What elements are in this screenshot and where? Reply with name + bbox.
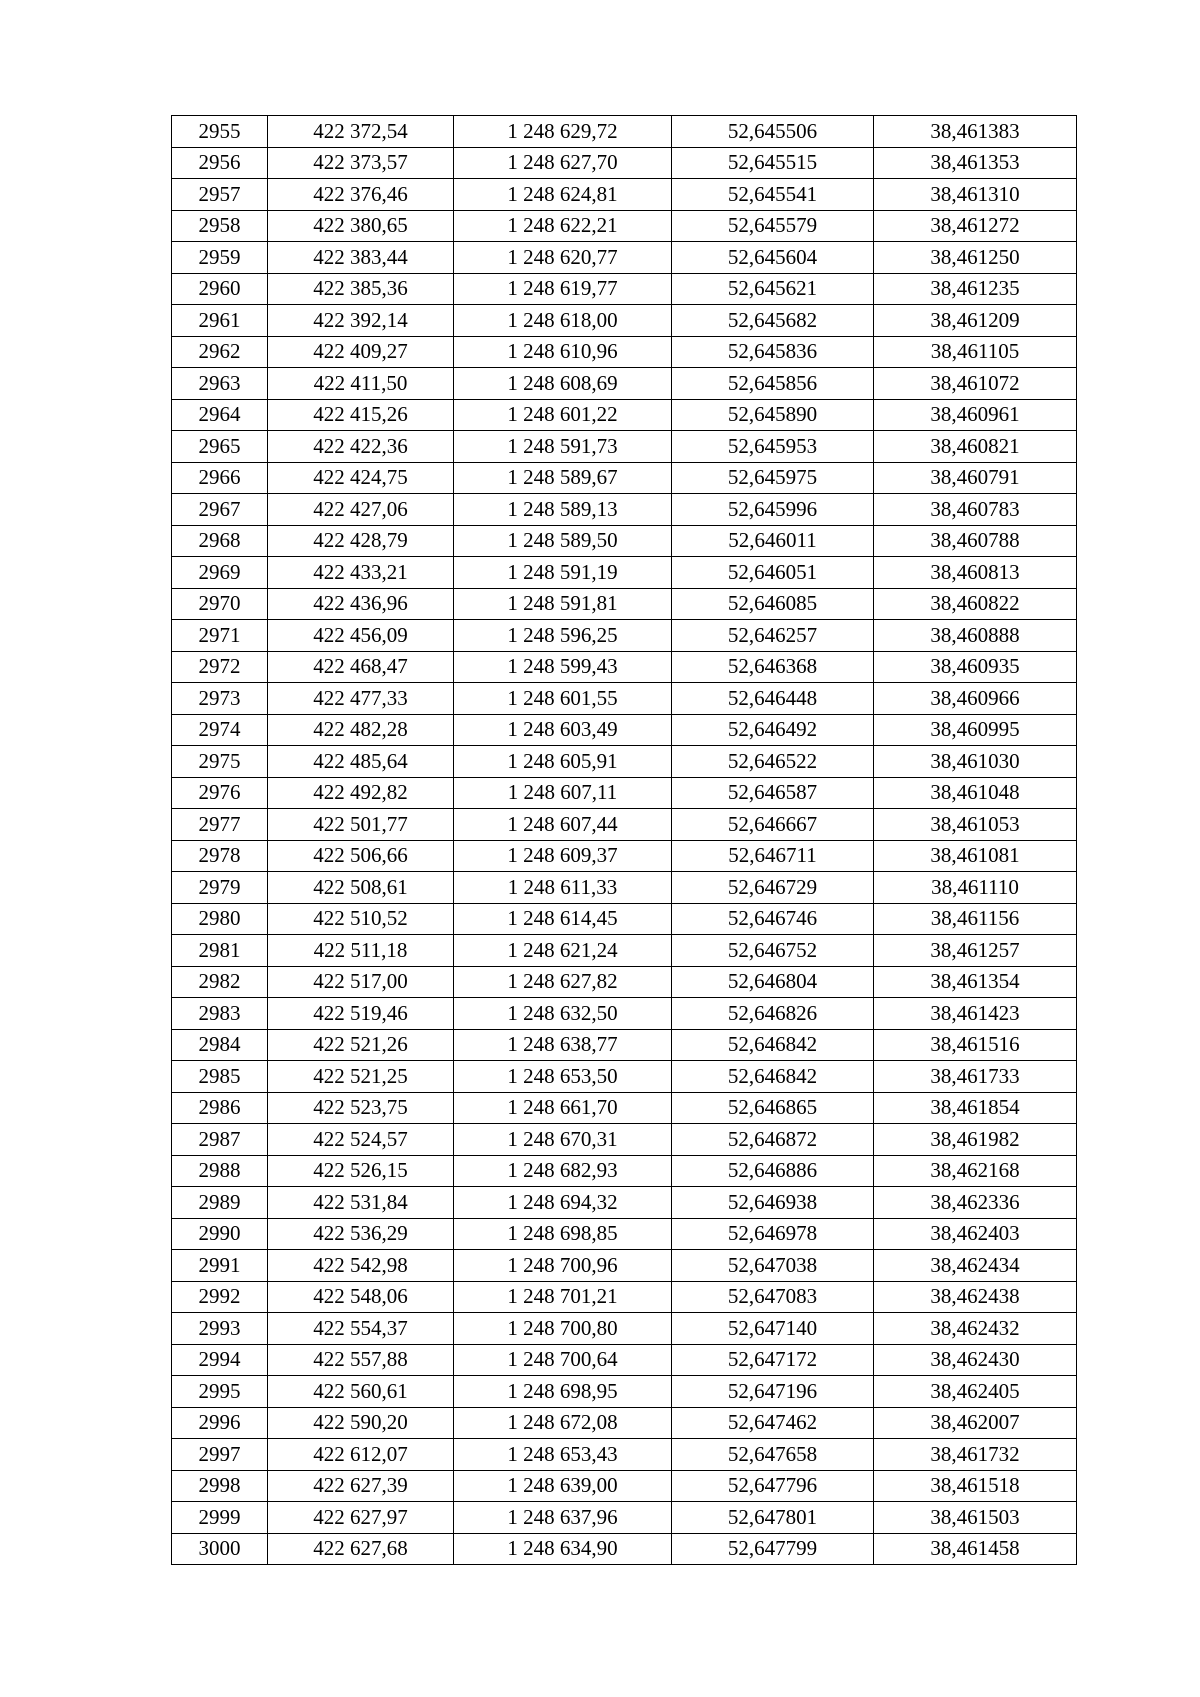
point-number-cell: 2987 <box>172 1124 268 1156</box>
point-number-cell: 2977 <box>172 809 268 841</box>
latitude-cell: 52,646729 <box>672 872 874 904</box>
point-number-cell: 2955 <box>172 116 268 148</box>
longitude-cell: 38,460813 <box>874 557 1077 589</box>
x-coordinate-cell: 422 542,98 <box>268 1250 454 1282</box>
x-coordinate-cell: 422 548,06 <box>268 1281 454 1313</box>
latitude-cell: 52,646886 <box>672 1155 874 1187</box>
latitude-cell: 52,646051 <box>672 557 874 589</box>
point-number-cell: 2998 <box>172 1470 268 1502</box>
table-row <box>172 1250 1077 1282</box>
point-number-cell: 2997 <box>172 1439 268 1471</box>
coordinates-table <box>171 115 1077 1565</box>
point-number-cell: 2989 <box>172 1187 268 1219</box>
y-coordinate-cell: 1 248 596,25 <box>454 620 672 652</box>
x-coordinate-cell: 422 612,07 <box>268 1439 454 1471</box>
point-number-cell: 2967 <box>172 494 268 526</box>
table-row <box>172 1376 1077 1408</box>
y-coordinate-cell: 1 248 609,37 <box>454 840 672 872</box>
table-row <box>172 683 1077 715</box>
y-coordinate-cell: 1 248 661,70 <box>454 1092 672 1124</box>
x-coordinate-cell: 422 524,57 <box>268 1124 454 1156</box>
x-coordinate-cell: 422 482,28 <box>268 714 454 746</box>
y-coordinate-cell: 1 248 624,81 <box>454 179 672 211</box>
latitude-cell: 52,646978 <box>672 1218 874 1250</box>
y-coordinate-cell: 1 248 653,43 <box>454 1439 672 1471</box>
longitude-cell: 38,461354 <box>874 966 1077 998</box>
table-row <box>172 746 1077 778</box>
x-coordinate-cell: 422 531,84 <box>268 1187 454 1219</box>
x-coordinate-cell: 422 477,33 <box>268 683 454 715</box>
point-number-cell: 2988 <box>172 1155 268 1187</box>
table-row <box>172 525 1077 557</box>
longitude-cell: 38,461458 <box>874 1533 1077 1565</box>
point-number-cell: 2981 <box>172 935 268 967</box>
longitude-cell: 38,462432 <box>874 1313 1077 1345</box>
x-coordinate-cell: 422 501,77 <box>268 809 454 841</box>
y-coordinate-cell: 1 248 700,64 <box>454 1344 672 1376</box>
longitude-cell: 38,460995 <box>874 714 1077 746</box>
latitude-cell: 52,646842 <box>672 1061 874 1093</box>
latitude-cell: 52,646804 <box>672 966 874 998</box>
point-number-cell: 2985 <box>172 1061 268 1093</box>
longitude-cell: 38,460966 <box>874 683 1077 715</box>
table-row <box>172 1533 1077 1565</box>
latitude-cell: 52,646667 <box>672 809 874 841</box>
y-coordinate-cell: 1 248 607,11 <box>454 777 672 809</box>
latitude-cell: 52,645579 <box>672 210 874 242</box>
point-number-cell: 2961 <box>172 305 268 337</box>
table-row <box>172 714 1077 746</box>
y-coordinate-cell: 1 248 670,31 <box>454 1124 672 1156</box>
y-coordinate-cell: 1 248 620,77 <box>454 242 672 274</box>
x-coordinate-cell: 422 492,82 <box>268 777 454 809</box>
latitude-cell: 52,645682 <box>672 305 874 337</box>
x-coordinate-cell: 422 519,46 <box>268 998 454 1030</box>
table-row <box>172 966 1077 998</box>
longitude-cell: 38,461423 <box>874 998 1077 1030</box>
table-row <box>172 1439 1077 1471</box>
latitude-cell: 52,647796 <box>672 1470 874 1502</box>
x-coordinate-cell: 422 433,21 <box>268 557 454 589</box>
y-coordinate-cell: 1 248 591,81 <box>454 588 672 620</box>
point-number-cell: 2973 <box>172 683 268 715</box>
table-row <box>172 1187 1077 1219</box>
longitude-cell: 38,462007 <box>874 1407 1077 1439</box>
table-row <box>172 116 1077 148</box>
table-row <box>172 651 1077 683</box>
table-row <box>172 935 1077 967</box>
latitude-cell: 52,646085 <box>672 588 874 620</box>
x-coordinate-cell: 422 436,96 <box>268 588 454 620</box>
latitude-cell: 52,647196 <box>672 1376 874 1408</box>
latitude-cell: 52,645836 <box>672 336 874 368</box>
table-row <box>172 1155 1077 1187</box>
point-number-cell: 2992 <box>172 1281 268 1313</box>
x-coordinate-cell: 422 521,26 <box>268 1029 454 1061</box>
x-coordinate-cell: 422 427,06 <box>268 494 454 526</box>
latitude-cell: 52,645515 <box>672 147 874 179</box>
x-coordinate-cell: 422 411,50 <box>268 368 454 400</box>
longitude-cell: 38,460822 <box>874 588 1077 620</box>
y-coordinate-cell: 1 248 614,45 <box>454 903 672 935</box>
latitude-cell: 52,645890 <box>672 399 874 431</box>
x-coordinate-cell: 422 627,97 <box>268 1502 454 1534</box>
longitude-cell: 38,462405 <box>874 1376 1077 1408</box>
y-coordinate-cell: 1 248 589,50 <box>454 525 672 557</box>
longitude-cell: 38,461257 <box>874 935 1077 967</box>
longitude-cell: 38,461209 <box>874 305 1077 337</box>
point-number-cell: 2957 <box>172 179 268 211</box>
longitude-cell: 38,461733 <box>874 1061 1077 1093</box>
latitude-cell: 52,645996 <box>672 494 874 526</box>
y-coordinate-cell: 1 248 694,32 <box>454 1187 672 1219</box>
point-number-cell: 2970 <box>172 588 268 620</box>
x-coordinate-cell: 422 415,26 <box>268 399 454 431</box>
point-number-cell: 2965 <box>172 431 268 463</box>
point-number-cell: 2979 <box>172 872 268 904</box>
point-number-cell: 2990 <box>172 1218 268 1250</box>
longitude-cell: 38,460888 <box>874 620 1077 652</box>
point-number-cell: 2964 <box>172 399 268 431</box>
x-coordinate-cell: 422 526,15 <box>268 1155 454 1187</box>
table-row <box>172 557 1077 589</box>
latitude-cell: 52,647172 <box>672 1344 874 1376</box>
longitude-cell: 38,460791 <box>874 462 1077 494</box>
y-coordinate-cell: 1 248 589,13 <box>454 494 672 526</box>
x-coordinate-cell: 422 536,29 <box>268 1218 454 1250</box>
x-coordinate-cell: 422 409,27 <box>268 336 454 368</box>
longitude-cell: 38,461353 <box>874 147 1077 179</box>
table-row <box>172 494 1077 526</box>
point-number-cell: 2983 <box>172 998 268 1030</box>
y-coordinate-cell: 1 248 700,96 <box>454 1250 672 1282</box>
table-row <box>172 1061 1077 1093</box>
latitude-cell: 52,646492 <box>672 714 874 746</box>
latitude-cell: 52,646368 <box>672 651 874 683</box>
longitude-cell: 38,461982 <box>874 1124 1077 1156</box>
y-coordinate-cell: 1 248 634,90 <box>454 1533 672 1565</box>
longitude-cell: 38,461383 <box>874 116 1077 148</box>
longitude-cell: 38,461030 <box>874 746 1077 778</box>
longitude-cell: 38,462403 <box>874 1218 1077 1250</box>
point-number-cell: 2994 <box>172 1344 268 1376</box>
table-row <box>172 210 1077 242</box>
table-row <box>172 1218 1077 1250</box>
y-coordinate-cell: 1 248 698,85 <box>454 1218 672 1250</box>
latitude-cell: 52,647140 <box>672 1313 874 1345</box>
x-coordinate-cell: 422 485,64 <box>268 746 454 778</box>
point-number-cell: 2960 <box>172 273 268 305</box>
longitude-cell: 38,462438 <box>874 1281 1077 1313</box>
y-coordinate-cell: 1 248 700,80 <box>454 1313 672 1345</box>
point-number-cell: 2958 <box>172 210 268 242</box>
table-row <box>172 1092 1077 1124</box>
point-number-cell: 2978 <box>172 840 268 872</box>
table-row <box>172 809 1077 841</box>
longitude-cell: 38,462430 <box>874 1344 1077 1376</box>
y-coordinate-cell: 1 248 698,95 <box>454 1376 672 1408</box>
point-number-cell: 2980 <box>172 903 268 935</box>
x-coordinate-cell: 422 468,47 <box>268 651 454 683</box>
x-coordinate-cell: 422 627,68 <box>268 1533 454 1565</box>
y-coordinate-cell: 1 248 608,69 <box>454 368 672 400</box>
table-row <box>172 1313 1077 1345</box>
table-row <box>172 179 1077 211</box>
longitude-cell: 38,461105 <box>874 336 1077 368</box>
point-number-cell: 2956 <box>172 147 268 179</box>
latitude-cell: 52,646752 <box>672 935 874 967</box>
latitude-cell: 52,647799 <box>672 1533 874 1565</box>
latitude-cell: 52,645621 <box>672 273 874 305</box>
point-number-cell: 2962 <box>172 336 268 368</box>
latitude-cell: 52,647462 <box>672 1407 874 1439</box>
x-coordinate-cell: 422 517,00 <box>268 966 454 998</box>
point-number-cell: 2959 <box>172 242 268 274</box>
latitude-cell: 52,646011 <box>672 525 874 557</box>
table-row <box>172 431 1077 463</box>
latitude-cell: 52,646865 <box>672 1092 874 1124</box>
latitude-cell: 52,646257 <box>672 620 874 652</box>
latitude-cell: 52,645856 <box>672 368 874 400</box>
longitude-cell: 38,461235 <box>874 273 1077 305</box>
y-coordinate-cell: 1 248 589,67 <box>454 462 672 494</box>
point-number-cell: 2993 <box>172 1313 268 1345</box>
x-coordinate-cell: 422 456,09 <box>268 620 454 652</box>
y-coordinate-cell: 1 248 682,93 <box>454 1155 672 1187</box>
x-coordinate-cell: 422 385,36 <box>268 273 454 305</box>
x-coordinate-cell: 422 590,20 <box>268 1407 454 1439</box>
x-coordinate-cell: 422 557,88 <box>268 1344 454 1376</box>
y-coordinate-cell: 1 248 638,77 <box>454 1029 672 1061</box>
longitude-cell: 38,460821 <box>874 431 1077 463</box>
latitude-cell: 52,645975 <box>672 462 874 494</box>
table-row <box>172 336 1077 368</box>
point-number-cell: 2991 <box>172 1250 268 1282</box>
table-row <box>172 399 1077 431</box>
x-coordinate-cell: 422 510,52 <box>268 903 454 935</box>
longitude-cell: 38,461110 <box>874 872 1077 904</box>
point-number-cell: 2974 <box>172 714 268 746</box>
x-coordinate-cell: 422 428,79 <box>268 525 454 557</box>
latitude-cell: 52,646711 <box>672 840 874 872</box>
longitude-cell: 38,461081 <box>874 840 1077 872</box>
latitude-cell: 52,646842 <box>672 1029 874 1061</box>
latitude-cell: 52,646522 <box>672 746 874 778</box>
point-number-cell: 2971 <box>172 620 268 652</box>
table-row <box>172 620 1077 652</box>
table-row <box>172 147 1077 179</box>
table-row <box>172 840 1077 872</box>
latitude-cell: 52,646938 <box>672 1187 874 1219</box>
latitude-cell: 52,645953 <box>672 431 874 463</box>
y-coordinate-cell: 1 248 619,77 <box>454 273 672 305</box>
point-number-cell: 2966 <box>172 462 268 494</box>
table-row <box>172 998 1077 1030</box>
y-coordinate-cell: 1 248 672,08 <box>454 1407 672 1439</box>
x-coordinate-cell: 422 380,65 <box>268 210 454 242</box>
longitude-cell: 38,461503 <box>874 1502 1077 1534</box>
y-coordinate-cell: 1 248 637,96 <box>454 1502 672 1534</box>
y-coordinate-cell: 1 248 610,96 <box>454 336 672 368</box>
latitude-cell: 52,647801 <box>672 1502 874 1534</box>
x-coordinate-cell: 422 383,44 <box>268 242 454 274</box>
latitude-cell: 52,645506 <box>672 116 874 148</box>
longitude-cell: 38,461516 <box>874 1029 1077 1061</box>
table-row <box>172 588 1077 620</box>
y-coordinate-cell: 1 248 591,73 <box>454 431 672 463</box>
x-coordinate-cell: 422 424,75 <box>268 462 454 494</box>
latitude-cell: 52,647083 <box>672 1281 874 1313</box>
y-coordinate-cell: 1 248 629,72 <box>454 116 672 148</box>
point-number-cell: 2996 <box>172 1407 268 1439</box>
point-number-cell: 2963 <box>172 368 268 400</box>
latitude-cell: 52,645604 <box>672 242 874 274</box>
y-coordinate-cell: 1 248 622,21 <box>454 210 672 242</box>
y-coordinate-cell: 1 248 605,91 <box>454 746 672 778</box>
y-coordinate-cell: 1 248 621,24 <box>454 935 672 967</box>
latitude-cell: 52,646587 <box>672 777 874 809</box>
x-coordinate-cell: 422 521,25 <box>268 1061 454 1093</box>
table-row <box>172 903 1077 935</box>
table-row <box>172 777 1077 809</box>
longitude-cell: 38,461250 <box>874 242 1077 274</box>
y-coordinate-cell: 1 248 599,43 <box>454 651 672 683</box>
point-number-cell: 2995 <box>172 1376 268 1408</box>
y-coordinate-cell: 1 248 627,82 <box>454 966 672 998</box>
latitude-cell: 52,646872 <box>672 1124 874 1156</box>
longitude-cell: 38,462168 <box>874 1155 1077 1187</box>
x-coordinate-cell: 422 373,57 <box>268 147 454 179</box>
point-number-cell: 2986 <box>172 1092 268 1124</box>
longitude-cell: 38,461732 <box>874 1439 1077 1471</box>
point-number-cell: 2999 <box>172 1502 268 1534</box>
x-coordinate-cell: 422 560,61 <box>268 1376 454 1408</box>
coordinates-table-body <box>172 116 1077 1565</box>
longitude-cell: 38,461053 <box>874 809 1077 841</box>
x-coordinate-cell: 422 376,46 <box>268 179 454 211</box>
longitude-cell: 38,460935 <box>874 651 1077 683</box>
point-number-cell: 3000 <box>172 1533 268 1565</box>
latitude-cell: 52,646826 <box>672 998 874 1030</box>
table-row <box>172 1407 1077 1439</box>
longitude-cell: 38,460961 <box>874 399 1077 431</box>
point-number-cell: 2976 <box>172 777 268 809</box>
x-coordinate-cell: 422 508,61 <box>268 872 454 904</box>
latitude-cell: 52,647038 <box>672 1250 874 1282</box>
point-number-cell: 2972 <box>172 651 268 683</box>
longitude-cell: 38,461310 <box>874 179 1077 211</box>
y-coordinate-cell: 1 248 639,00 <box>454 1470 672 1502</box>
table-row <box>172 368 1077 400</box>
y-coordinate-cell: 1 248 627,70 <box>454 147 672 179</box>
x-coordinate-cell: 422 506,66 <box>268 840 454 872</box>
table-row <box>172 1344 1077 1376</box>
longitude-cell: 38,461854 <box>874 1092 1077 1124</box>
point-number-cell: 2975 <box>172 746 268 778</box>
point-number-cell: 2982 <box>172 966 268 998</box>
longitude-cell: 38,461156 <box>874 903 1077 935</box>
table-row <box>172 1281 1077 1313</box>
longitude-cell: 38,462434 <box>874 1250 1077 1282</box>
table-row <box>172 1502 1077 1534</box>
x-coordinate-cell: 422 392,14 <box>268 305 454 337</box>
x-coordinate-cell: 422 627,39 <box>268 1470 454 1502</box>
point-number-cell: 2984 <box>172 1029 268 1061</box>
point-number-cell: 2969 <box>172 557 268 589</box>
longitude-cell: 38,462336 <box>874 1187 1077 1219</box>
x-coordinate-cell: 422 554,37 <box>268 1313 454 1345</box>
latitude-cell: 52,647658 <box>672 1439 874 1471</box>
table-row <box>172 273 1077 305</box>
latitude-cell: 52,645541 <box>672 179 874 211</box>
longitude-cell: 38,461072 <box>874 368 1077 400</box>
table-row <box>172 872 1077 904</box>
y-coordinate-cell: 1 248 591,19 <box>454 557 672 589</box>
y-coordinate-cell: 1 248 601,22 <box>454 399 672 431</box>
y-coordinate-cell: 1 248 607,44 <box>454 809 672 841</box>
table-row <box>172 1124 1077 1156</box>
longitude-cell: 38,460783 <box>874 494 1077 526</box>
latitude-cell: 52,646448 <box>672 683 874 715</box>
x-coordinate-cell: 422 372,54 <box>268 116 454 148</box>
y-coordinate-cell: 1 248 618,00 <box>454 305 672 337</box>
table-row <box>172 462 1077 494</box>
y-coordinate-cell: 1 248 611,33 <box>454 872 672 904</box>
longitude-cell: 38,461518 <box>874 1470 1077 1502</box>
x-coordinate-cell: 422 511,18 <box>268 935 454 967</box>
table-row <box>172 1029 1077 1061</box>
y-coordinate-cell: 1 248 653,50 <box>454 1061 672 1093</box>
table-row <box>172 305 1077 337</box>
y-coordinate-cell: 1 248 701,21 <box>454 1281 672 1313</box>
longitude-cell: 38,461272 <box>874 210 1077 242</box>
x-coordinate-cell: 422 523,75 <box>268 1092 454 1124</box>
table-row <box>172 242 1077 274</box>
x-coordinate-cell: 422 422,36 <box>268 431 454 463</box>
longitude-cell: 38,460788 <box>874 525 1077 557</box>
latitude-cell: 52,646746 <box>672 903 874 935</box>
y-coordinate-cell: 1 248 601,55 <box>454 683 672 715</box>
y-coordinate-cell: 1 248 603,49 <box>454 714 672 746</box>
point-number-cell: 2968 <box>172 525 268 557</box>
y-coordinate-cell: 1 248 632,50 <box>454 998 672 1030</box>
longitude-cell: 38,461048 <box>874 777 1077 809</box>
table-row <box>172 1470 1077 1502</box>
